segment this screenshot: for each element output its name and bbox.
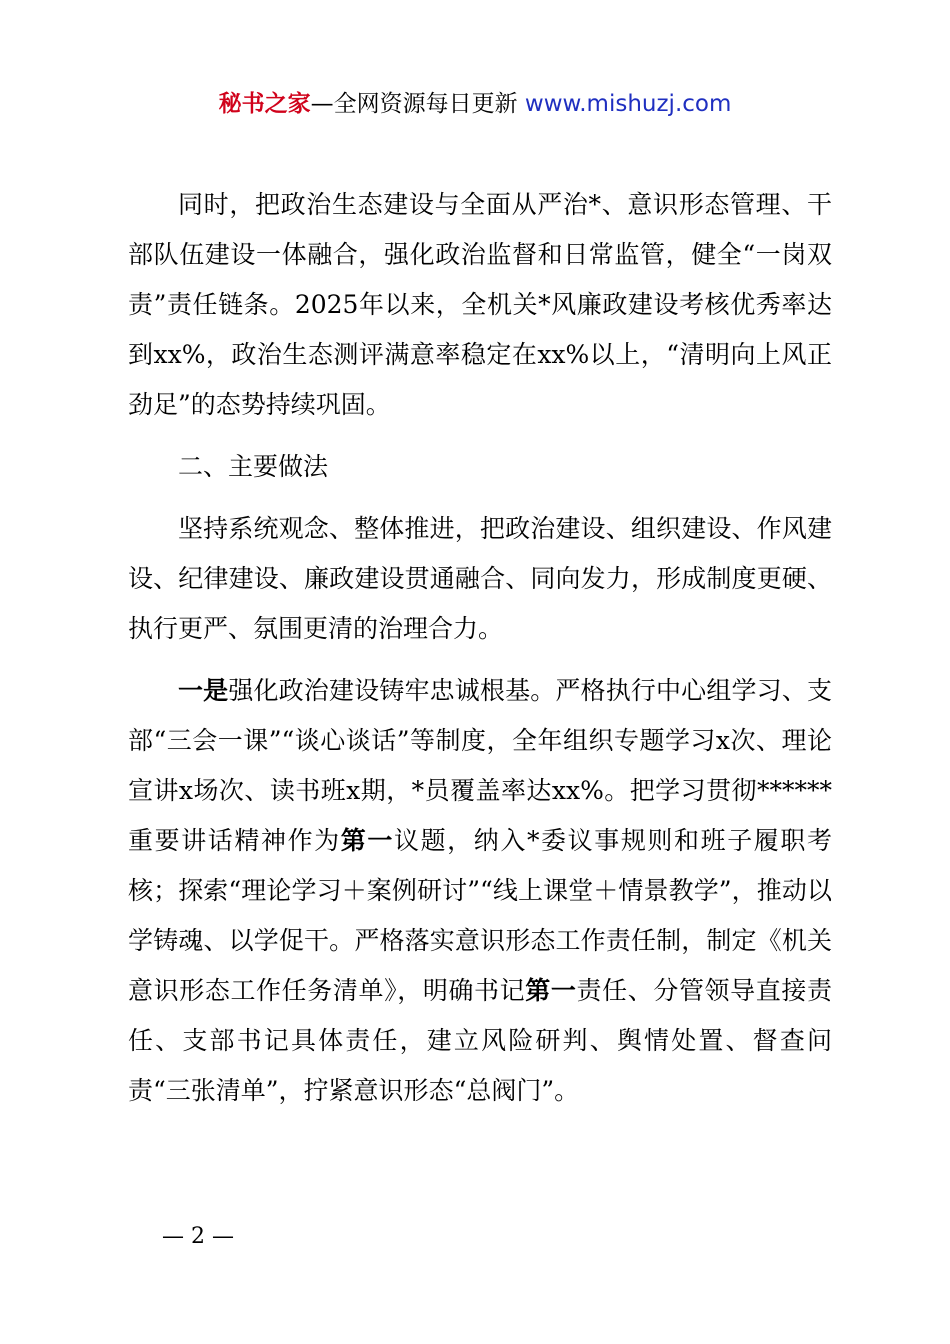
watermark-header [0,86,950,122]
bold-lead: 一是 [178,676,229,705]
paragraph-text: 坚持系统观念、整体推进，把政治建设、组织建设、作风建设、纪律建设、廉政建设贯通融合、同向发力，形成制度更硬、执行更严、氛围更清的治理合力。 [128,514,832,643]
text-run: 议题，纳入*委议事规则和班子履职考核；探索“理论学习＋案例研讨”“线上课堂＋情景教学”，推动以学铸魂、以学促干。严格落实意识形态工作责任制，制定《机关意识形态工作任务清单》，明确书记 [128,826,832,1005]
paragraph-political-building [128,666,832,1116]
bold-term: 第一 [525,976,577,1005]
paragraph-overview [128,504,832,654]
bold-term: 第一 [340,826,394,855]
header-tagline: —全网资源每日更新 [310,91,525,117]
section-heading-text: 二、主要做法 [178,452,329,481]
paragraph-ecology [128,180,832,430]
paragraph-text [128,666,832,1116]
header-url[interactable]: www.mishuzj.com [524,91,732,117]
header-brand: 秘书之家 [218,91,311,117]
text-run: 强化政治建设铸牢忠诚根基。严格执行中心组学习、支部“三会一课”“谈心谈话”等制度，全年组织专题学习x次、理论宣讲x场次、读书班x期，*员覆盖率达xx%。把学习贯彻******重要讲话精神作为 [128,676,832,855]
text-run: 责任、分管领导直接责任、支部书记具体责任，建立风险研判、舆情处置、督查问责“三张清单”，拧紧意识形态“总阀门”。 [128,976,832,1105]
section-heading [128,442,832,492]
paragraph-text: 同时，把政治生态建设与全面从严治*、意识形态管理、干部队伍建设一体融合，强化政治监督和日常监管，健全“一岗双责”责任链条。2025年以来，全机关*风廉政建设考核优秀率达到xx%，政治生态测评满意率稳定在xx%以上，“清明向上风正劲足”的态势持续巩固。 [128,190,832,419]
page-number: — 2 — [162,1224,234,1249]
